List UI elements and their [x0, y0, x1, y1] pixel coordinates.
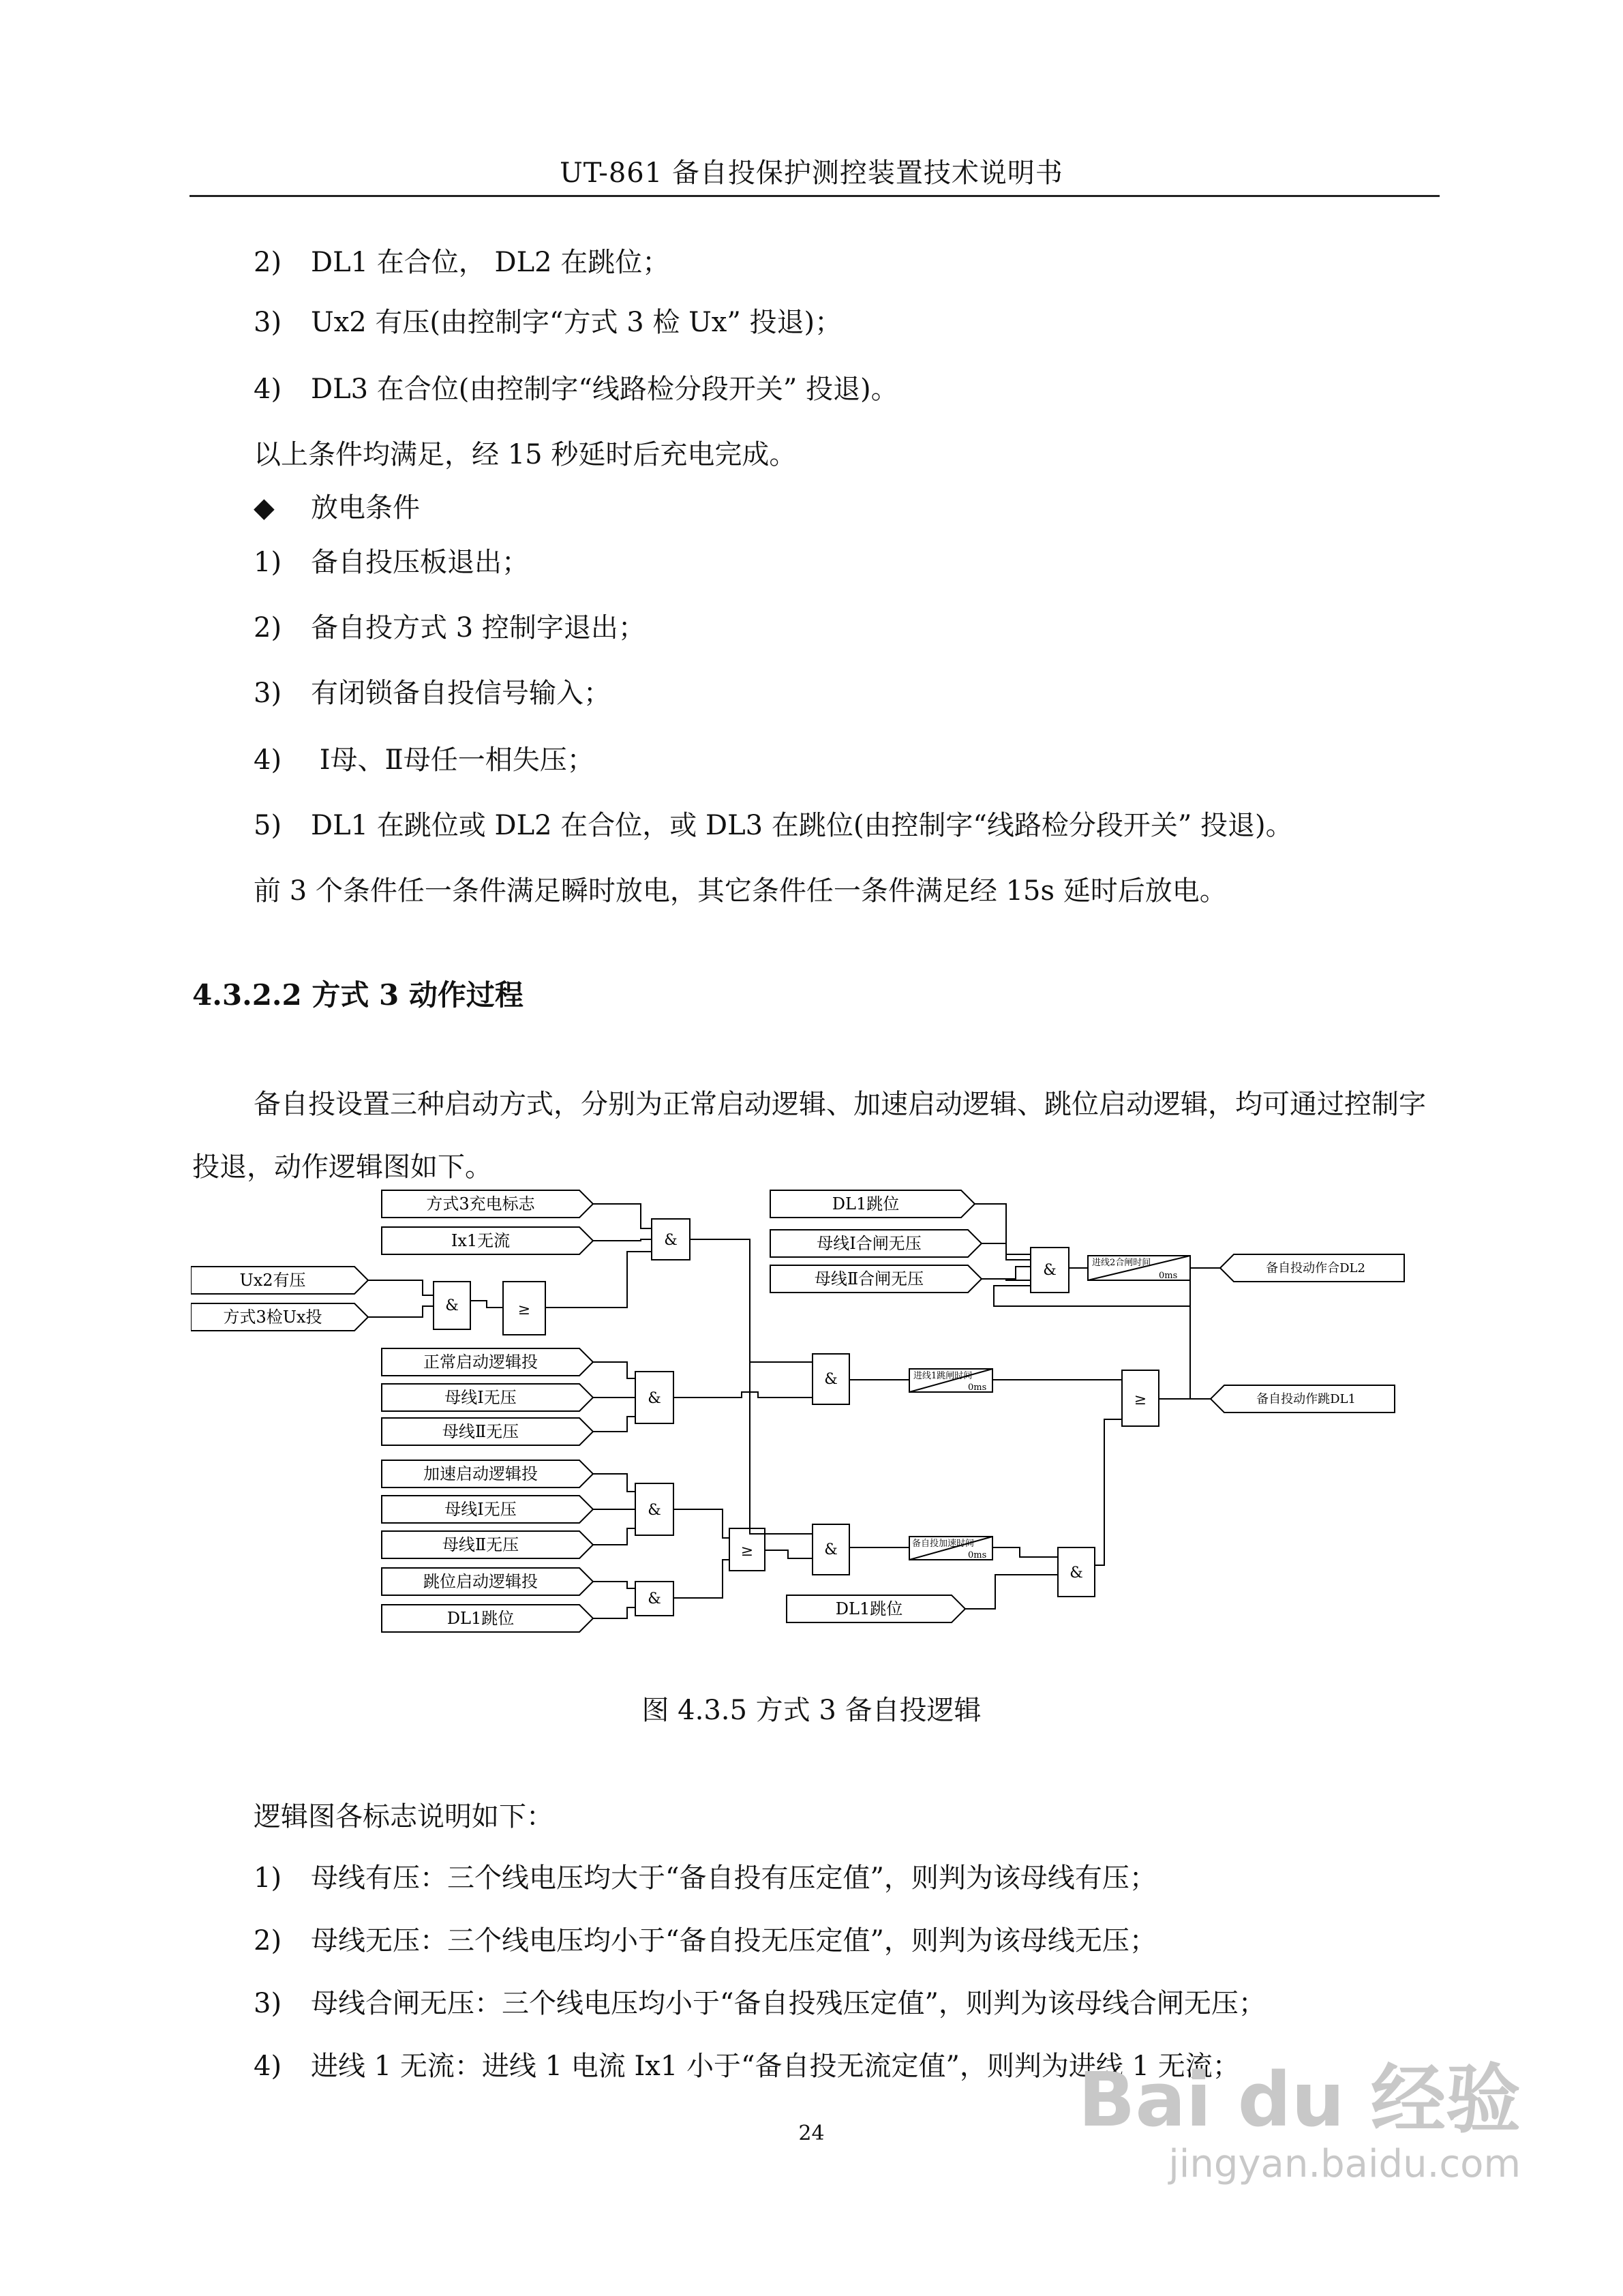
- wire: [690, 1239, 813, 1534]
- discharge-heading-text: 放电条件: [311, 492, 420, 524]
- discharge-summary: 前 3 个条件任一条件满足瞬时放电，其它条件任一条件满足经 15s 延时后放电。: [254, 875, 1227, 907]
- logic-diagram: [191, 1179, 1418, 1657]
- and-gate-label: &: [1043, 1262, 1057, 1279]
- and-gate-label: &: [664, 1232, 678, 1249]
- item-number: 1): [254, 1862, 282, 1894]
- timer-value: 0ms: [968, 1383, 987, 1393]
- and-gate-label: &: [824, 1541, 838, 1558]
- item-text: DL1 在跳位或 DL2 在合位，或 DL3 在跳位(由控制字“线路检分段开关” 投退)。: [311, 810, 1293, 841]
- wire: [593, 1528, 635, 1545]
- discharge-item-5: [254, 809, 1293, 843]
- header-rule: [189, 195, 1440, 197]
- discharge-item-4: [254, 743, 594, 777]
- timer-label: 备自投加速时间: [912, 1539, 975, 1549]
- item-number: 4): [254, 2051, 282, 2082]
- input-label: 母线Ⅰ无压: [444, 1388, 517, 1407]
- watermark-url: jingyan.baidu.com: [1168, 2142, 1521, 2186]
- intro-paragraph: 备自投设置三种启动方式，分别为正常启动逻辑、加速启动逻辑、跳位启动逻辑，均可通过控制字投退，动作逻辑图如下。: [192, 1089, 1426, 1183]
- item-text: 进线 1 无流：进线 1 电流 Ix1 小于“备自投无流定值”，则判为进线 1 无流；: [311, 2051, 1240, 2082]
- or-gate-label: ≥: [517, 1301, 531, 1318]
- item-text: 母线合闸无压：三个线电压均小于“备自投残压定值”，则判为该母线合闸无压；: [311, 1988, 1266, 2019]
- input-label: Ix1无流: [451, 1231, 511, 1250]
- input-label: DL1跳位: [835, 1599, 903, 1618]
- section-heading: 4.3.2.2 方式 3 动作过程: [192, 978, 524, 1012]
- input-label: 跳位启动逻辑投: [423, 1572, 538, 1591]
- figure-caption: 图 4.3.5 方式 3 备自投逻辑: [641, 1695, 982, 1726]
- wire: [982, 1267, 1031, 1279]
- legend-item-2: [254, 1924, 1157, 1958]
- wire: [545, 1252, 652, 1308]
- item-text: Ux2 有压(由控制字“方式 3 检 Ux” 投退)；: [311, 307, 843, 338]
- item-text: 有闭锁备自投信号输入；: [311, 678, 611, 709]
- discharge-heading: [254, 491, 420, 525]
- and-gate-label: &: [824, 1371, 838, 1388]
- item-number: 5): [254, 810, 282, 841]
- wire: [673, 1392, 813, 1398]
- input-label: 母线Ⅰ无压: [444, 1500, 517, 1519]
- item-text: DL3 在合位(由控制字“线路检分段开关” 投退)。: [311, 374, 898, 405]
- wire: [982, 1243, 1031, 1260]
- wire: [1095, 1419, 1122, 1565]
- wire: [673, 1509, 729, 1538]
- item-text: DL1 在合位， DL2 在跳位；: [311, 247, 670, 278]
- input-label: DL1跳位: [446, 1609, 515, 1628]
- input-label: 方式3检Ux投: [223, 1308, 322, 1327]
- timer-value: 0ms: [968, 1550, 987, 1560]
- baidu-watermark: [1078, 2056, 1521, 2188]
- input-label: 母线Ⅱ无压: [442, 1535, 519, 1554]
- item-number: 4): [254, 374, 282, 405]
- wire: [673, 1560, 729, 1598]
- output-label: 备自投动作跳DL1: [1256, 1392, 1356, 1406]
- output-label: 备自投动作合DL2: [1266, 1261, 1365, 1275]
- item-number: 3): [254, 678, 282, 709]
- document-header-title: UT-861 备自投保护测控装置技术说明书: [560, 157, 1063, 189]
- wire: [593, 1204, 652, 1228]
- item-number: 3): [254, 307, 282, 338]
- wire: [368, 1280, 434, 1295]
- wire: [470, 1301, 503, 1308]
- input-label: 母线Ⅰ合闸无压: [817, 1234, 922, 1253]
- charge-condition-2: [254, 245, 669, 280]
- input-label: 母线Ⅱ合闸无压: [814, 1269, 924, 1288]
- charge-condition-4: [254, 372, 898, 406]
- item-text: 母线有压：三个线电压均大于“备自投有压定值”，则判为该母线有压；: [311, 1862, 1157, 1894]
- input-label: 母线Ⅱ无压: [442, 1422, 519, 1441]
- wire: [593, 1607, 635, 1618]
- watermark-logo: Bai du 经验: [1078, 2056, 1521, 2143]
- discharge-item-1: [254, 545, 529, 579]
- or-gate-label: ≥: [740, 1543, 754, 1560]
- legend-intro: 逻辑图各标志说明如下：: [254, 1801, 553, 1832]
- and-gate-label: &: [648, 1590, 661, 1607]
- and-gate-label: &: [648, 1390, 661, 1407]
- and-gate-label: &: [445, 1297, 459, 1314]
- wire: [593, 1239, 652, 1241]
- diamond-bullet-icon: ◆: [254, 492, 275, 524]
- wire: [593, 1474, 635, 1492]
- discharge-item-2: [254, 611, 646, 645]
- item-text: 备自投方式 3 控制字退出；: [311, 612, 646, 644]
- input-label: Ux2有压: [239, 1271, 306, 1290]
- legend-item-1: [254, 1861, 1157, 1895]
- timer-value: 0ms: [1159, 1271, 1178, 1281]
- item-number: 2): [254, 247, 282, 278]
- item-number: 2): [254, 1925, 282, 1957]
- wire: [593, 1417, 635, 1432]
- timer-label: 进线1跳闸时间: [913, 1371, 973, 1381]
- wire: [975, 1204, 1031, 1254]
- input-label: 加速启动逻辑投: [423, 1464, 538, 1483]
- and-gate-label: &: [648, 1502, 661, 1519]
- page-number: 24: [798, 2121, 825, 2145]
- timer-label: 进线2合闸时间: [1092, 1258, 1151, 1268]
- and-gate-label: &: [1070, 1565, 1083, 1582]
- item-text: Ⅰ母、Ⅱ母任一相失压；: [311, 744, 594, 776]
- wire: [593, 1582, 635, 1588]
- item-text: 母线无压：三个线电压均小于“备自投无压定值”，则判为该母线无压；: [311, 1925, 1157, 1957]
- wire: [368, 1306, 434, 1317]
- or-gate-label: ≥: [1134, 1391, 1147, 1408]
- input-label: 正常启动逻辑投: [423, 1353, 538, 1372]
- item-number: 3): [254, 1988, 282, 2019]
- wire: [992, 1547, 1058, 1557]
- item-text: 备自投压板退出；: [311, 547, 529, 578]
- input-label: DL1跳位: [832, 1194, 900, 1213]
- wire: [965, 1575, 1058, 1609]
- item-number: 4): [254, 744, 282, 776]
- input-label: 方式3充电标志: [426, 1194, 535, 1213]
- item-number: 2): [254, 612, 282, 644]
- charge-condition-3: [254, 305, 842, 339]
- item-number: 1): [254, 547, 282, 578]
- charge-summary: 以上条件均满足，经 15 秒延时后充电完成。: [254, 439, 797, 470]
- discharge-item-3: [254, 676, 611, 710]
- legend-item-3: [254, 1987, 1266, 2021]
- wire: [765, 1550, 813, 1558]
- wire: [593, 1362, 635, 1378]
